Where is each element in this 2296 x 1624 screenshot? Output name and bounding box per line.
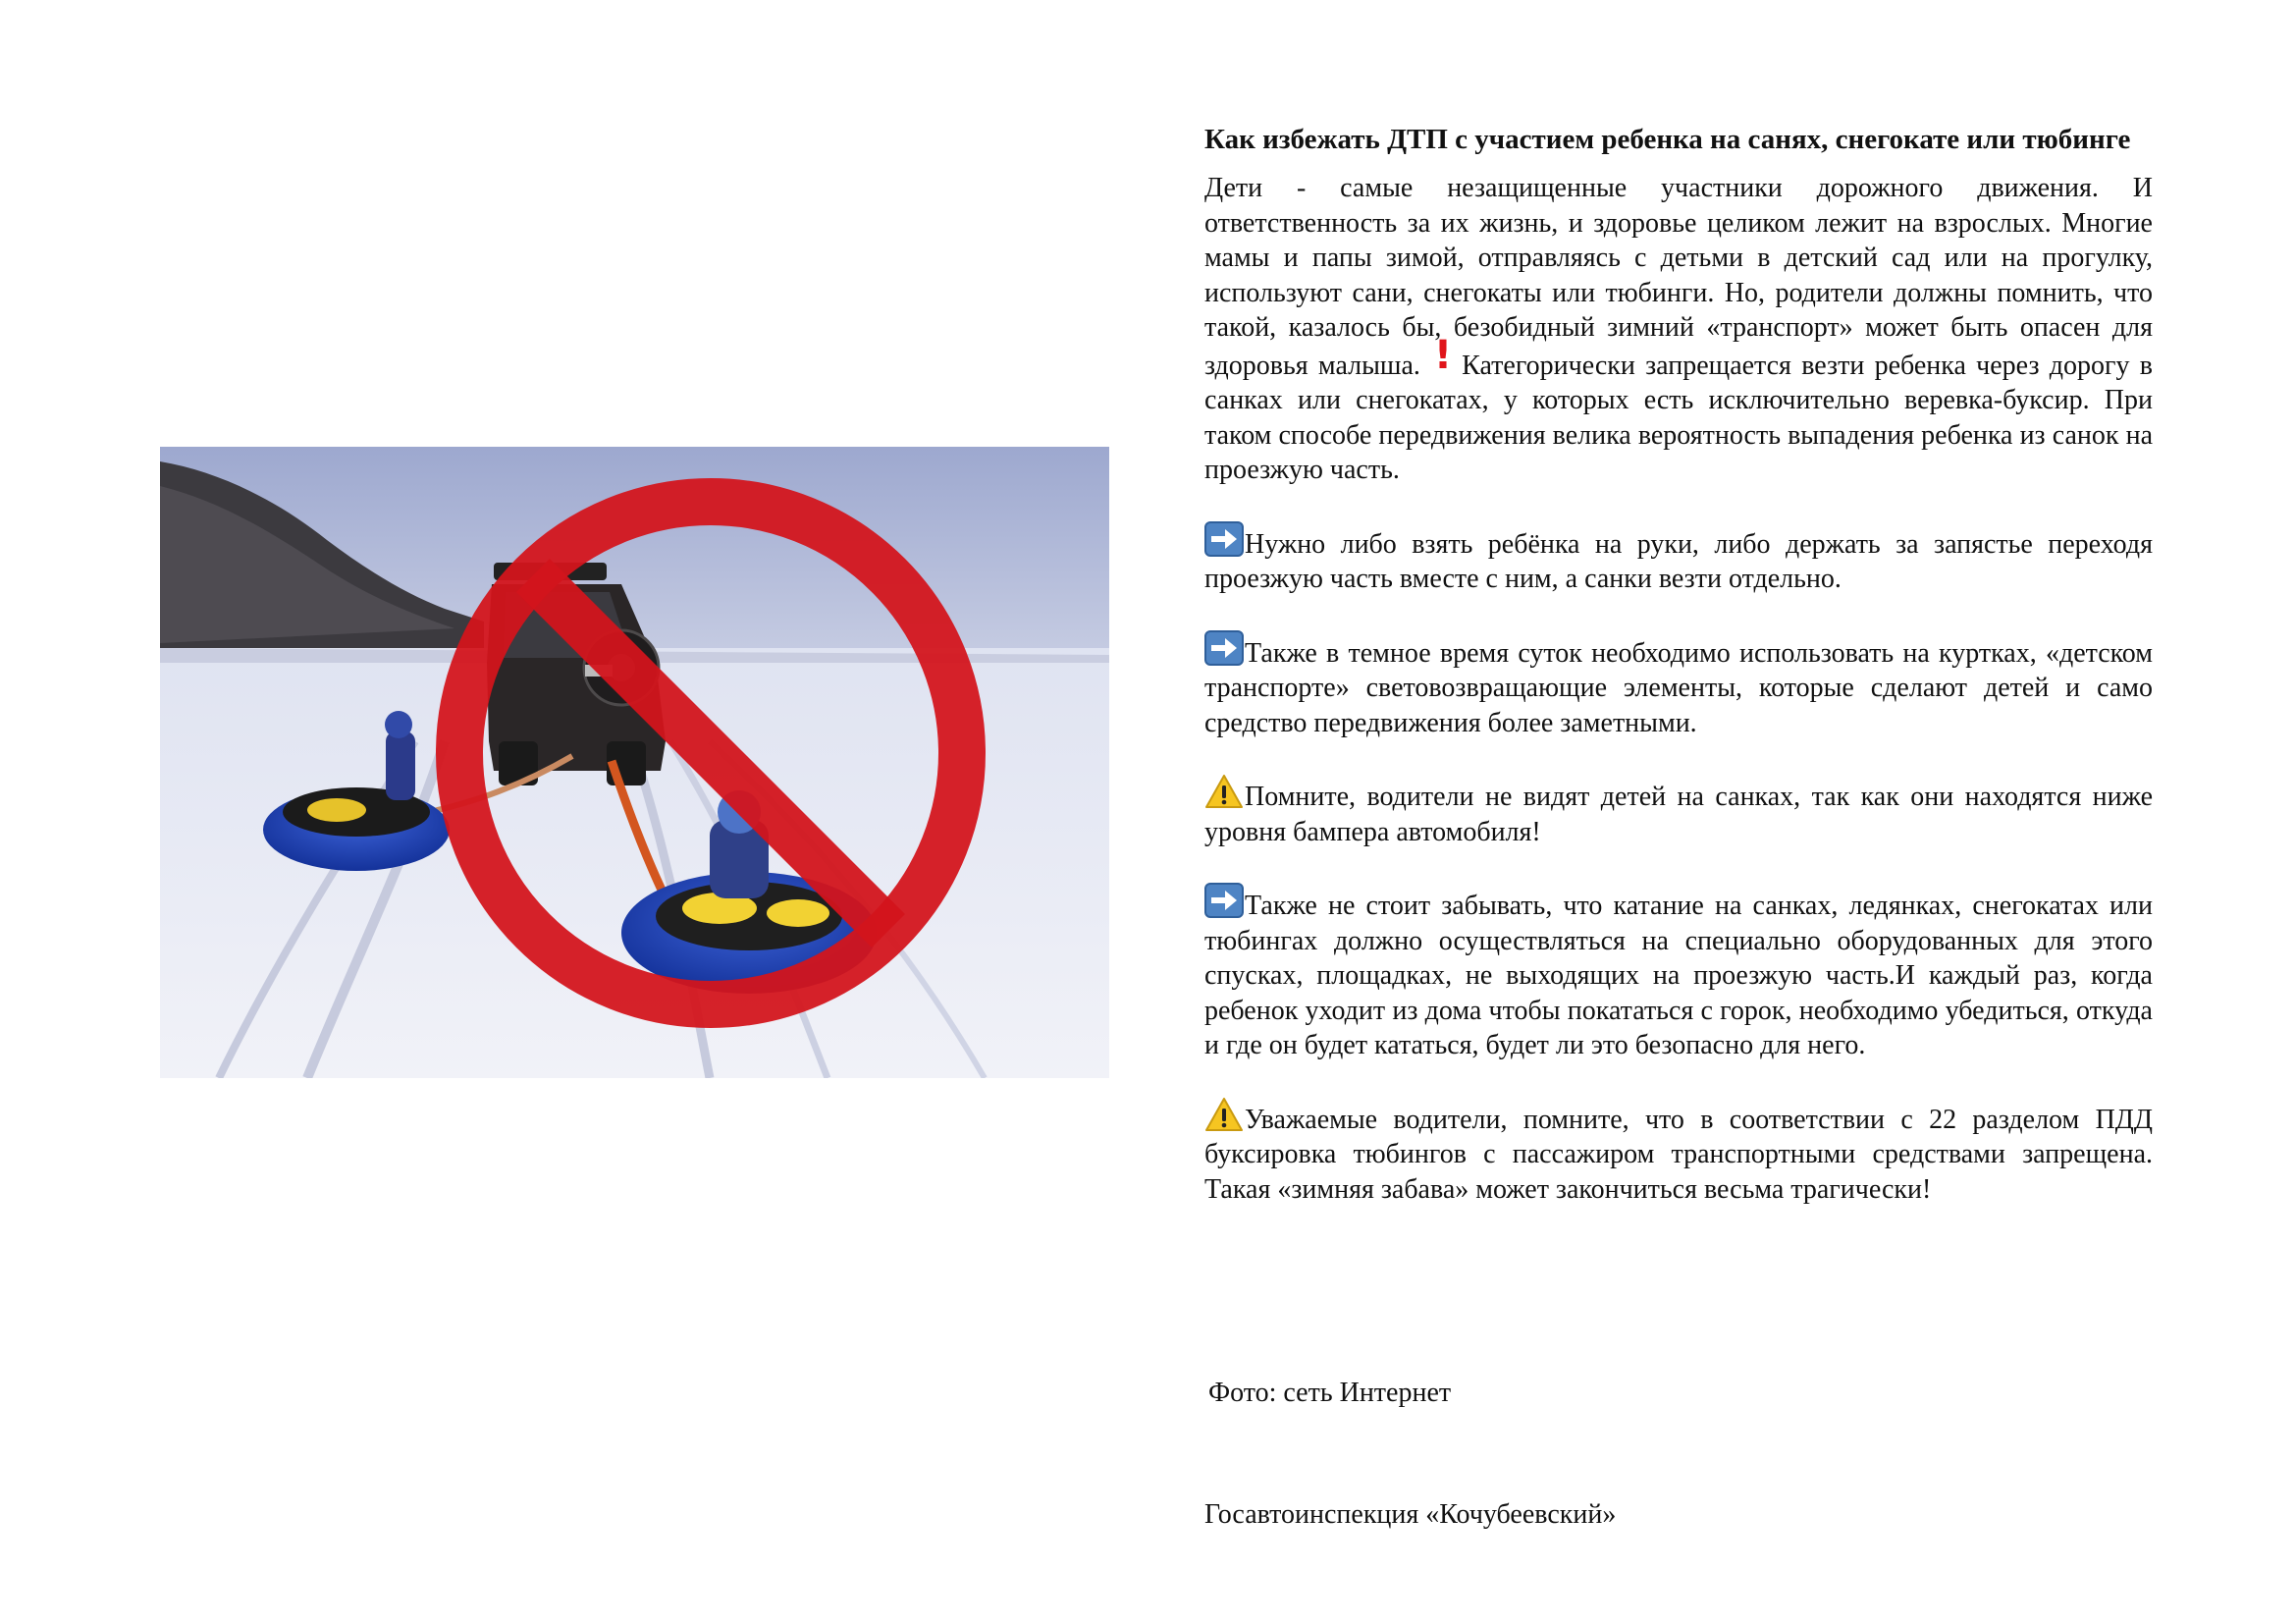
paragraph-bumper-warning-text: Помните, водители не видят детей на санках, так как они находятся ниже уровня бампера автомобиля! [1204, 782, 2153, 847]
paragraph-drivers-warning-text: Уважаемые водители, помните, что в соответствии с 22 разделом ПДД буксировка тюбингов с пассажиром транспортными средствами запрещена. Такая «зимняя забава» может закончиться весьма трагически! [1204, 1104, 2153, 1205]
paragraph-reflectors [1204, 630, 2153, 741]
warning-icon [1204, 1097, 1244, 1132]
intro-text-2: «транспорт» может быть опасен для здоровья малыша. [1204, 312, 2153, 381]
warning-photo [160, 447, 1109, 1078]
paragraph-drivers-warning [1204, 1097, 2153, 1208]
photo-illustration [160, 447, 1109, 1078]
right-arrow-icon [1204, 883, 1244, 918]
paragraph-safe-places-text: Также не стоит забывать, что катание на санках, ледянках, снегокатах или тюбингах должно осуществляться на специально оборудованных для этого спусках, площадках, не выходящих на проезжую часть.И каждый раз, когда ребенок уходит из дома чтобы покататься с горок, необходимо убедиться, откуда и где он будет кататься, будет ли это безопасно для него. [1204, 891, 2153, 1060]
exclamation-icon: ! [1433, 332, 1453, 378]
paragraph-reflectors-text: Также в темное время суток необходимо использовать на куртках, «детском транспорте» световозвращающие элементы, которые сделают детей и само средство передвижения более заметными. [1204, 637, 2153, 738]
article [1204, 116, 2153, 1240]
article-title: Как избежать ДТП с участием ребенка на санях, снегокате или тюбинге [1204, 124, 2131, 155]
signature: Госавтоинспекция «Кочубеевский» [1204, 1499, 1617, 1530]
paragraph-safe-places [1204, 883, 2153, 1063]
paragraph-bumper-warning [1204, 774, 2153, 849]
right-arrow-icon [1204, 630, 1244, 666]
right-arrow-icon [1204, 521, 1244, 557]
warning-icon [1204, 774, 1244, 809]
paragraph-hold-hand-text: Нужно либо взять ребёнка на руки, либо держать за запястье переходя проезжую часть вместе с ним, а санки везти отдельно. [1204, 528, 2153, 594]
paragraph-hold-hand [1204, 521, 2153, 597]
paragraph-intro [1204, 171, 2153, 488]
photo-caption: Фото: сеть Интернет [1208, 1378, 1452, 1408]
intro-text-3: Категорически запрещается везти ребенка через дорогу в санках или снегокатах, у которых есть исключительно веревка-буксир. При таком способе передвижения велика вероятность выпадения ребенка из санок на проезжую часть. [1204, 350, 2153, 485]
intro-text-1: Дети - самые незащищенные участники дорожного движения. И ответственность за их жизнь, и здоровье целиком лежит на взрослых. Многие мамы и папы зимой, отправляясь с детьми в детский сад или на прогулку, используют сани, снегокаты или тюбинги. Но, родители должны помнить, что такой, казалось бы, безобидный зимний [1204, 173, 2153, 343]
